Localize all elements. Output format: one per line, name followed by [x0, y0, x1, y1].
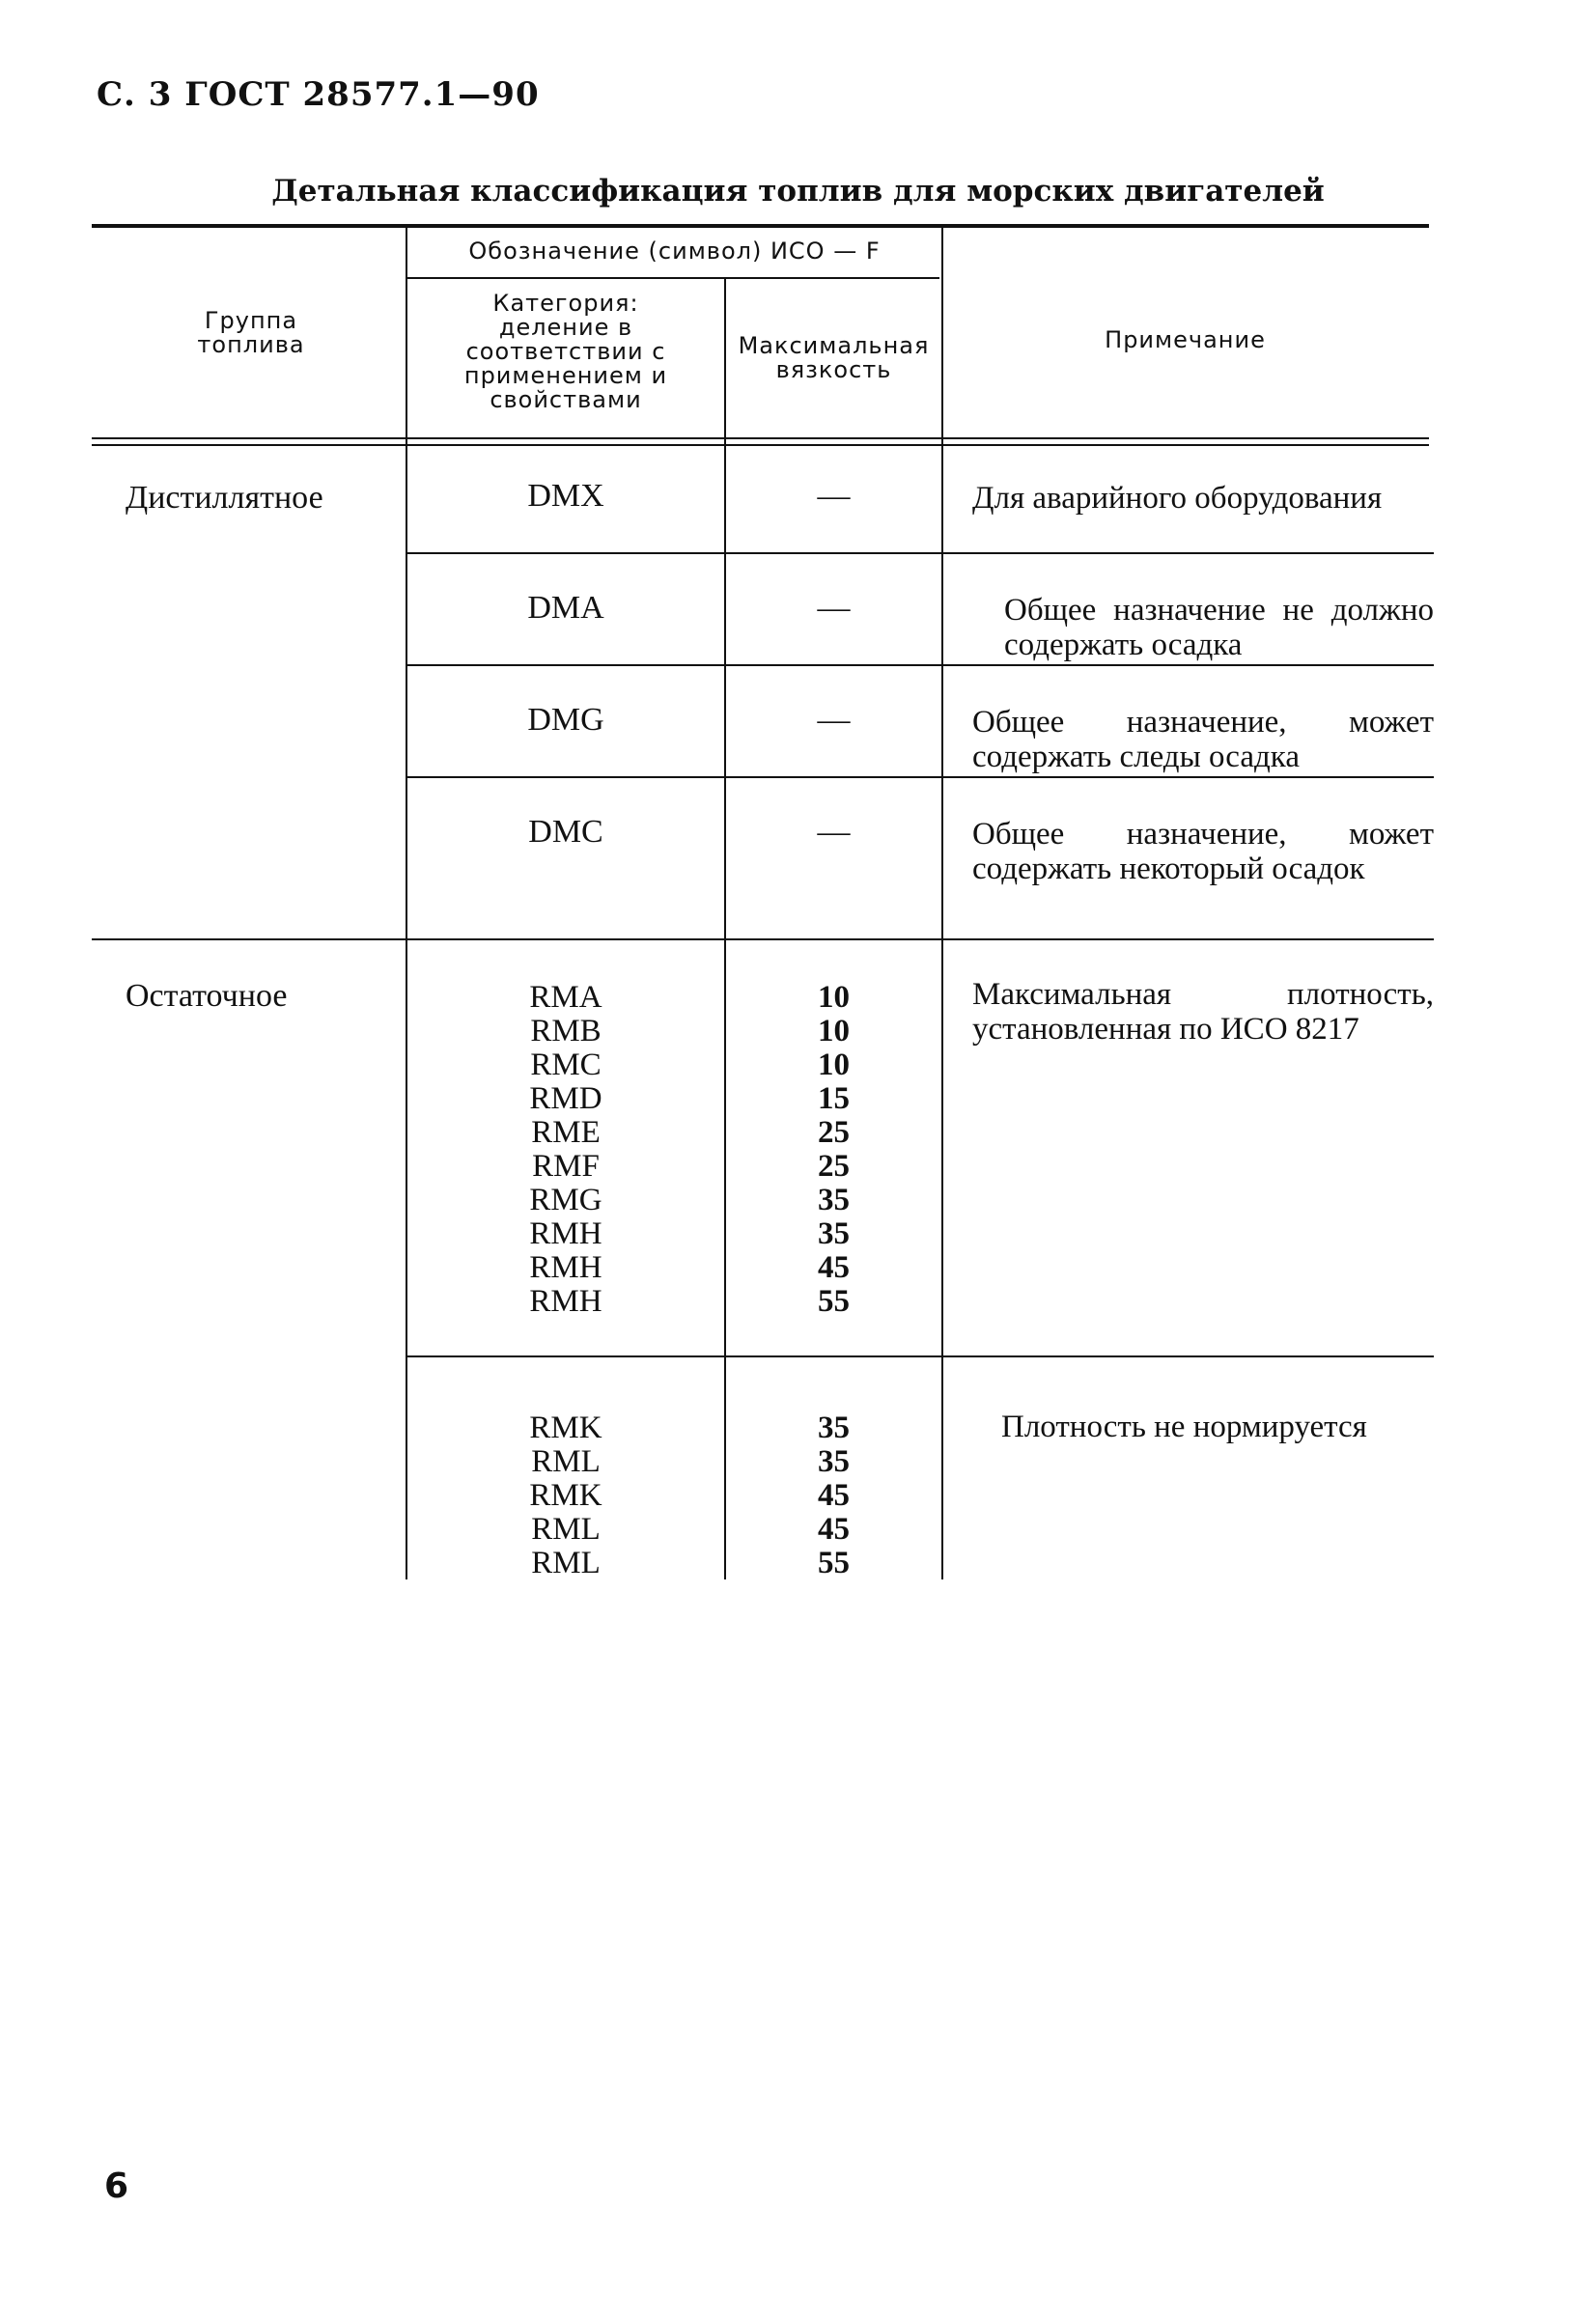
code-cell: RML — [531, 1546, 601, 1580]
code-cell: RMK — [529, 1478, 602, 1513]
viscosity-cell: 35 — [818, 1444, 850, 1479]
group-divider — [92, 938, 1434, 940]
header-group: Группа топлива — [197, 307, 305, 358]
block-divider — [407, 1355, 1434, 1357]
code-cell: RMH — [529, 1250, 602, 1285]
code-cell: DMC — [528, 814, 603, 850]
viscosity-cell: — — [817, 702, 851, 738]
header-category: Категория: деление в соответствии с применением и свойствами — [463, 290, 668, 413]
code-cell: RMF — [532, 1149, 600, 1184]
header-note: Примечание — [1105, 326, 1266, 353]
viscosity-list — [726, 1411, 941, 1580]
note-cell: Общее назначение, может содержать некоторый осадок — [972, 817, 1434, 886]
viscosity-cell: 25 — [818, 1149, 850, 1184]
viscosity-cell: 10 — [818, 980, 850, 1015]
code-cell: RMC — [530, 1048, 602, 1082]
viscosity-cell: 35 — [818, 1183, 850, 1217]
header-bottom-rule-1 — [92, 437, 1429, 439]
viscosity-cell: — — [817, 478, 851, 514]
code-cell: RML — [531, 1512, 601, 1547]
code-cell: DMA — [527, 590, 604, 626]
code-cell: RMH — [529, 1284, 602, 1319]
code-cell: DMX — [527, 478, 604, 514]
viscosity-cell: 10 — [818, 1048, 850, 1082]
row-divider — [407, 776, 1434, 778]
viscosity-cell: 35 — [818, 1216, 850, 1251]
group-name-distillate: Дистиллятное — [126, 480, 323, 516]
row-divider — [407, 552, 1434, 554]
viscosity-cell: 10 — [818, 1014, 850, 1048]
viscosity-cell: — — [817, 814, 851, 850]
code-cell: RMA — [529, 980, 602, 1015]
note-cell: Плотность не нормируется — [1001, 1410, 1367, 1444]
viscosity-cell: 15 — [818, 1081, 850, 1116]
group-name-residual: Остаточное — [126, 978, 288, 1014]
page-number: 6 — [104, 2166, 129, 2206]
note-cell: Максимальная плотность, установленная по ИСО 8217 — [972, 977, 1434, 1047]
header-bottom-rule-2 — [92, 444, 1429, 446]
table-top-rule — [92, 224, 1429, 228]
table-title: Детальная классификация топлив для морских двигателей — [271, 174, 1325, 209]
viscosity-cell: 55 — [818, 1284, 850, 1319]
header-designation: Обозначение (символ) ИСО — F — [468, 237, 881, 265]
col-divider-1 — [406, 228, 407, 1579]
note-cell: Для аварийного оборудования — [972, 481, 1383, 516]
code-cell: RMK — [529, 1411, 602, 1445]
viscosity-cell: 45 — [818, 1478, 850, 1513]
viscosity-list — [726, 981, 941, 1319]
code-cell: RMD — [529, 1081, 602, 1116]
code-cell: RMG — [529, 1183, 602, 1217]
col-divider-3 — [941, 228, 943, 1579]
row-divider — [407, 664, 1434, 666]
note-cell: Общее назначение не должно содержать осадка — [1004, 593, 1434, 662]
header-viscosity: Максимальная вязкость — [738, 332, 930, 383]
viscosity-cell: — — [817, 590, 851, 626]
code-cell: RMB — [530, 1014, 602, 1048]
viscosity-cell: 45 — [818, 1250, 850, 1285]
viscosity-cell: 55 — [818, 1546, 850, 1580]
note-cell: Общее назначение, может содержать следы осадка — [972, 705, 1434, 774]
code-list — [407, 1411, 724, 1580]
designation-underline — [406, 277, 939, 279]
code-list — [407, 981, 724, 1319]
col-divider-2 — [724, 279, 726, 1579]
viscosity-cell: 25 — [818, 1115, 850, 1150]
viscosity-cell: 35 — [818, 1411, 850, 1445]
viscosity-cell: 45 — [818, 1512, 850, 1547]
code-cell: DMG — [527, 702, 604, 738]
code-cell: RME — [531, 1115, 601, 1150]
code-cell: RML — [531, 1444, 601, 1479]
code-cell: RMH — [529, 1216, 602, 1251]
page-header: С. 3 ГОСТ 28577.1—90 — [97, 75, 540, 114]
